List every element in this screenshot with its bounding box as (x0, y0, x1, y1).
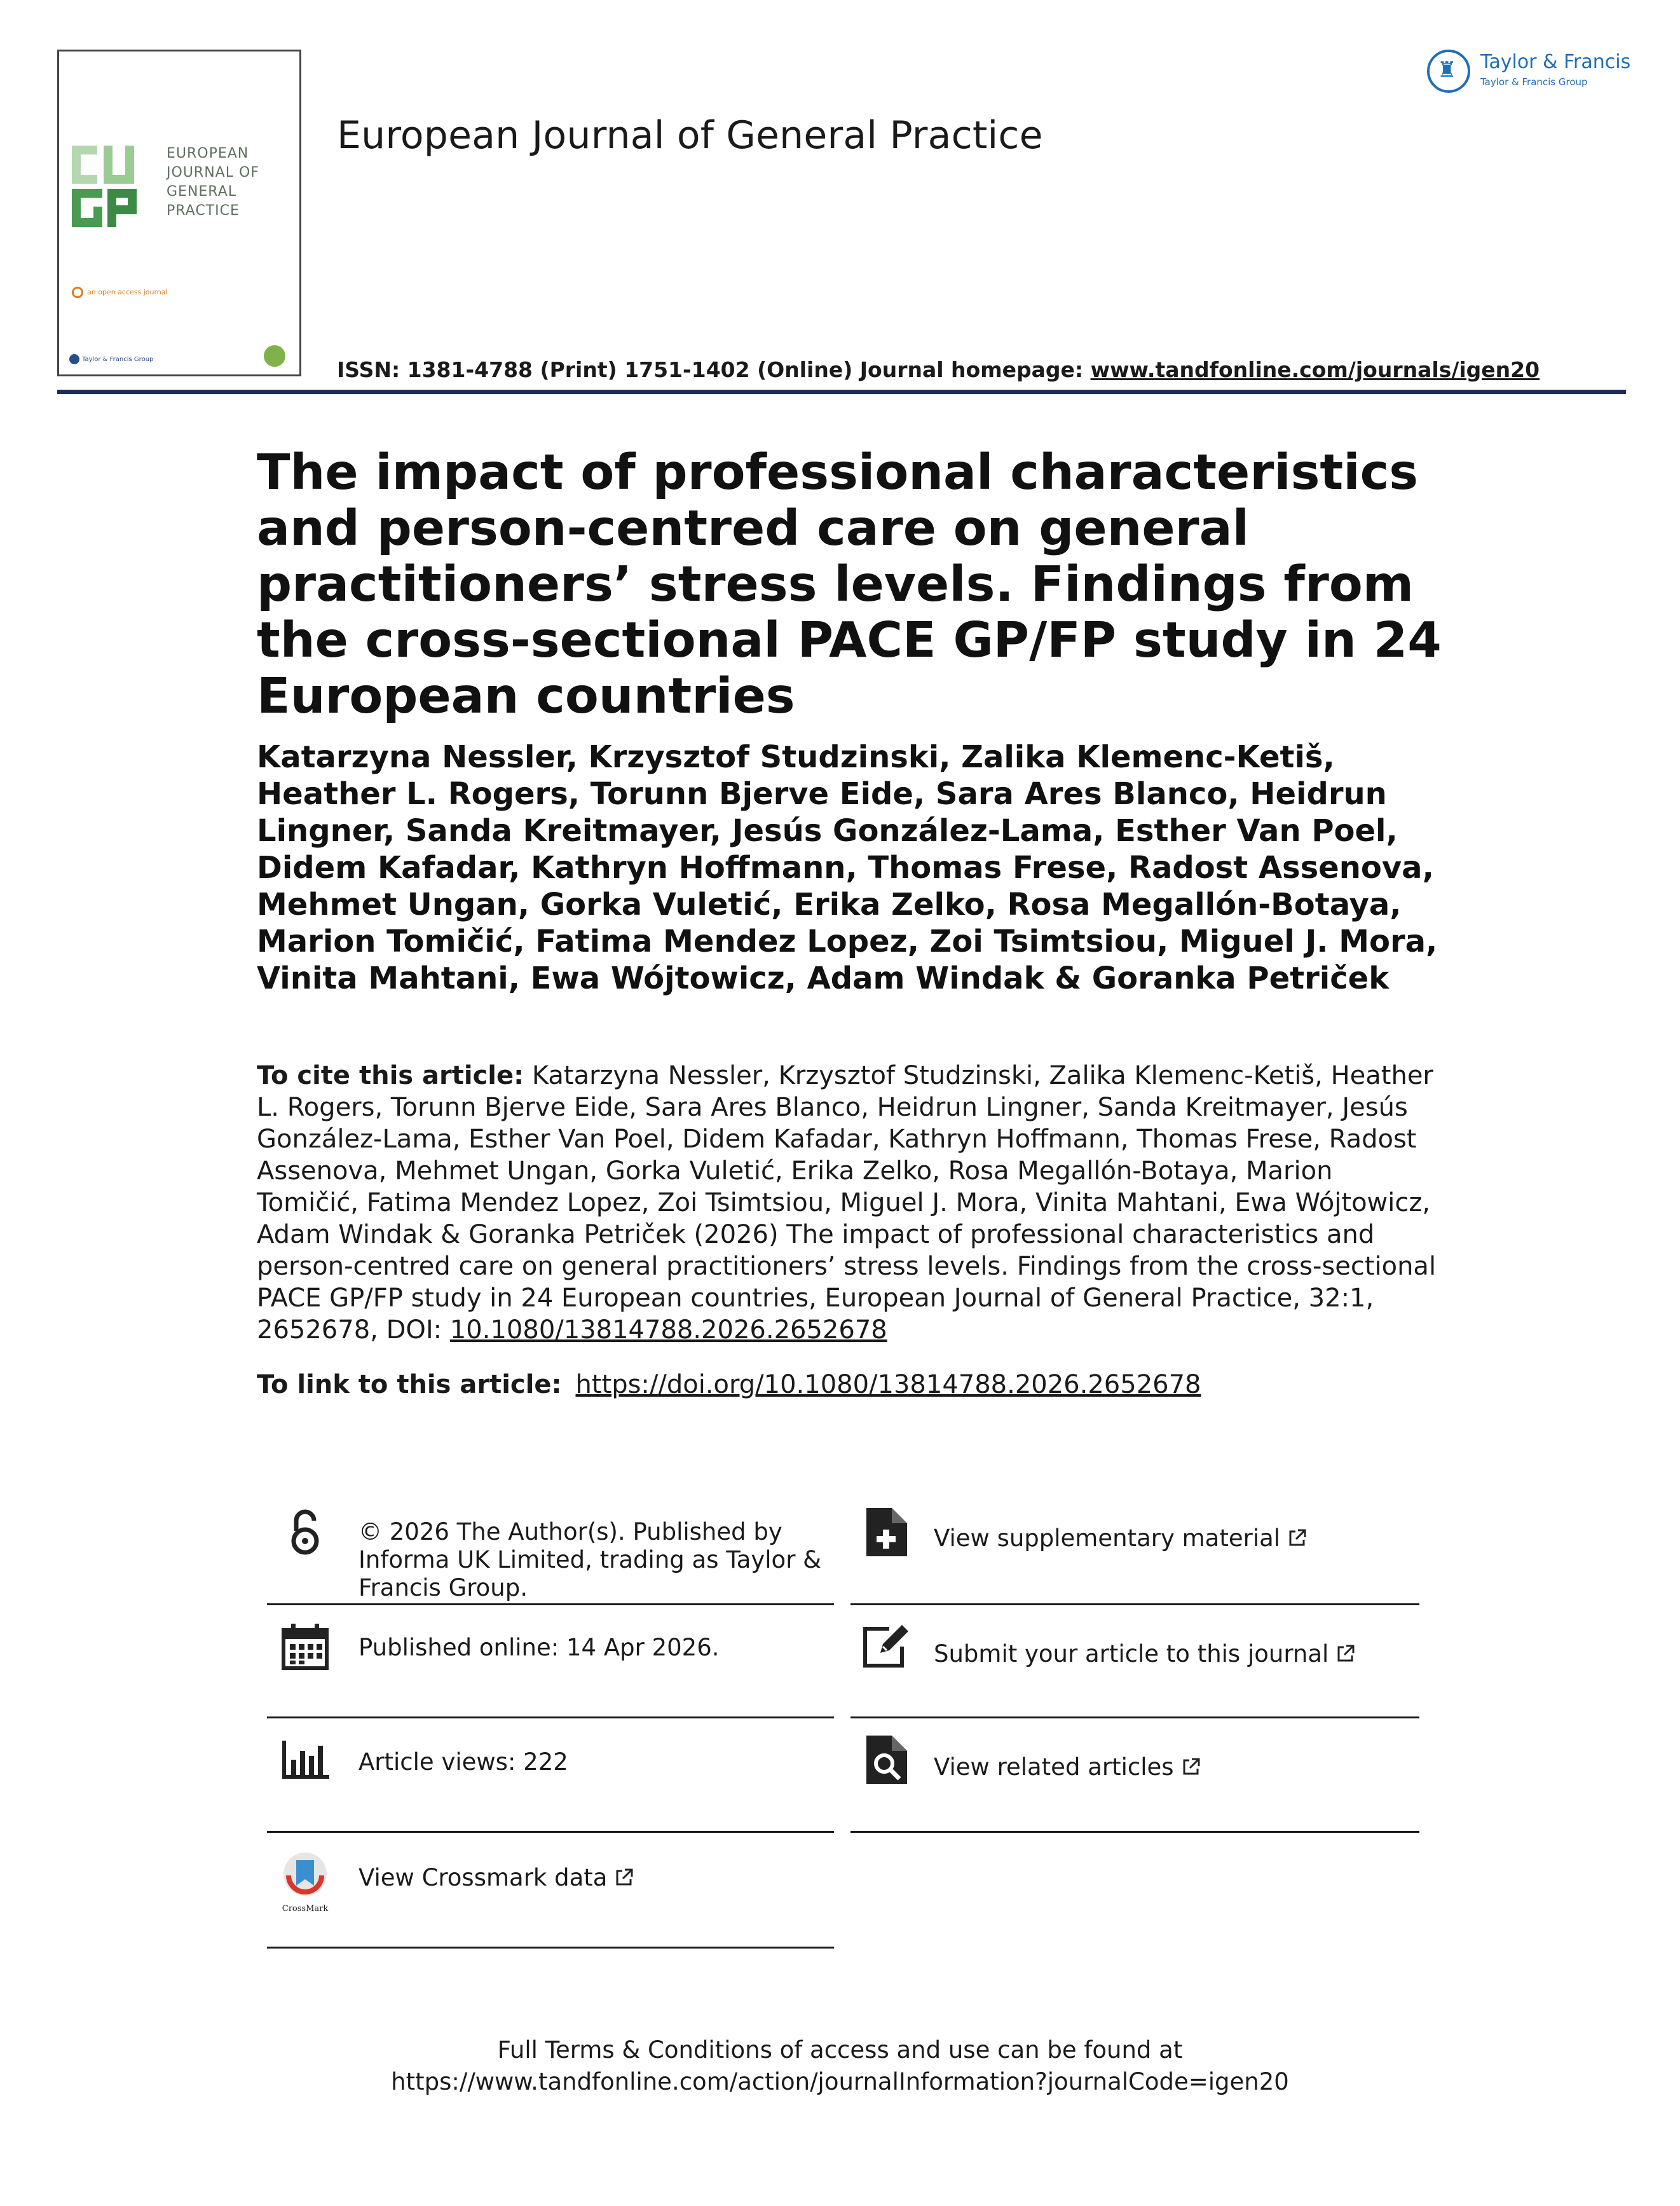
supplementary-link[interactable]: View supplementary material (934, 1524, 1307, 1552)
cover-publisher: Taylor & Francis Group (69, 354, 153, 364)
article-doi-link[interactable]: https://doi.org/10.1080/13814788.2026.2652678 (575, 1370, 1201, 1399)
cite-doi-link[interactable]: 10.1080/13814788.2026.2652678 (449, 1315, 887, 1345)
published-date: Published online: 14 Apr 2026. (359, 1634, 720, 1661)
article-views: Article views: 222 (359, 1748, 568, 1776)
external-link-icon (1182, 1757, 1201, 1776)
external-link-icon (615, 1868, 634, 1887)
related-item[interactable] (861, 1734, 1421, 1811)
taylor-francis-icon: ♜ (1427, 50, 1470, 93)
publisher-name: Taylor & Francis (1480, 51, 1631, 73)
issn-text: ISSN: 1381-4788 (Print) 1751-1402 (Online) Journal homepage: (337, 357, 1091, 382)
supplementary-item[interactable] (861, 1507, 1421, 1583)
calendar-icon (280, 1621, 331, 1672)
search-document-icon (861, 1734, 912, 1785)
info-divider (850, 1831, 1419, 1833)
link-label: To link to this article: (257, 1370, 562, 1399)
publisher-icon (69, 354, 79, 364)
citation-block (257, 1060, 1439, 1346)
submit-item[interactable] (861, 1621, 1421, 1697)
crossmark-item[interactable] (280, 1850, 839, 1926)
journal-name: European Journal of General Practice (337, 113, 1043, 158)
license-item (280, 1507, 839, 1601)
info-divider (850, 1716, 1419, 1718)
published-item (280, 1621, 839, 1697)
crossmark-badge-text: CrossMark (282, 1904, 329, 1914)
crossmark-icon (280, 1850, 331, 1914)
publisher-group: Taylor & Francis Group (1480, 76, 1588, 88)
article-link-line (257, 1370, 1201, 1399)
cite-label: To cite this article: (257, 1061, 524, 1090)
edit-icon (861, 1621, 912, 1672)
crossmark-link[interactable]: View Crossmark data (359, 1864, 634, 1892)
external-link-icon (1288, 1528, 1307, 1547)
issn-line (337, 357, 1540, 382)
info-divider (850, 1603, 1419, 1605)
journal-homepage-link[interactable]: www.tandfonline.com/journals/igen20 (1090, 357, 1540, 382)
cite-text: Katarzyna Nessler, Krzysztof Studzinski, Zalika Klemenc-Ketiš, Heather L. Rogers, Torunn Bjerve Eide, Sara Ares Blanco, Heidrun Lingner, Sanda Kreitmayer, Jesús González-Lama, Esther Van Poel, Didem Kafadar, Kathryn Hoffmann, Thomas Frese, Radost Assenova, Mehmet Ungan, Gorka Vuletić, Erika Zelko, Rosa Megallón-Botaya, Marion Tomičić, Fatima Mendez Lopez, Zoi Tsimtsiou, Miguel J. Mora, Vinita Mahtani, Ewa Wójtowicz, Adam Windak & Goranka Petriček (2026) The impact of professional characteristics and person-centred care on general practitioners’ stress levels. Findings from the cross-sectional PACE GP/FP study in 24 European countries, European Journal of General Practice, 32:1, 2652678, DOI: (257, 1061, 1437, 1345)
publisher-logo[interactable] (1427, 47, 1630, 98)
file-plus-icon (861, 1507, 912, 1558)
info-divider (267, 1603, 834, 1605)
external-link-icon (1336, 1644, 1355, 1663)
cover-logo-lettering: EUROPEAN JOURNAL OF GENERAL PRACTICE (167, 146, 259, 219)
journal-cover (57, 50, 301, 376)
footer-terms-url[interactable]: https://www.tandfonline.com/action/journalInformation?journalCode=igen20 (391, 2068, 1289, 2095)
footer-terms: Full Terms & Conditions of access and use can be found at (497, 2036, 1183, 2064)
header-divider (57, 390, 1626, 394)
bar-chart-icon (280, 1734, 331, 1785)
open-access-icon (280, 1507, 331, 1558)
info-divider (267, 1716, 834, 1718)
license-text: © 2026 The Author(s). Published by Informa UK Limited, trading as Taylor & Francis Group. (359, 1518, 822, 1601)
article-title: The impact of professional characteristics and person-centred care on general practitioners’ stress levels. Findings from the cross-sectional PACE GP/FP study in 24 European countries (257, 444, 1442, 725)
wonca-logo-icon (264, 345, 285, 367)
info-divider (267, 1947, 834, 1949)
info-divider (267, 1831, 834, 1833)
submit-link[interactable]: Submit your article to this journal (934, 1640, 1355, 1668)
open-access-note: an open access journal (72, 287, 168, 298)
open-access-icon (72, 287, 83, 298)
related-link[interactable]: View related articles (934, 1753, 1201, 1781)
footer (0, 2034, 1680, 2098)
author-list: Katarzyna Nessler, Krzysztof Studzinski, Zalika Klemenc-Ketiš, Heather L. Rogers, Torunn Bjerve Eide, Sara Ares Blanco, Heidrun Lingner, Sanda Kreitmayer, Jesús González-Lama, Esther Van Poel, Didem Kafadar, Kathryn Hoffmann, Thomas Frese, Radost Assenova, Mehmet Ungan, Gorka Vuletić, Erika Zelko, Rosa Megallón-Botaya, Marion Tomičić, Fatima Mendez Lopez, Zoi Tsimtsiou, Miguel J. Mora, Vinita Mahtani, Ewa Wójtowicz, Adam Windak & Goranka Petriček (257, 739, 1438, 996)
views-item (280, 1734, 839, 1811)
